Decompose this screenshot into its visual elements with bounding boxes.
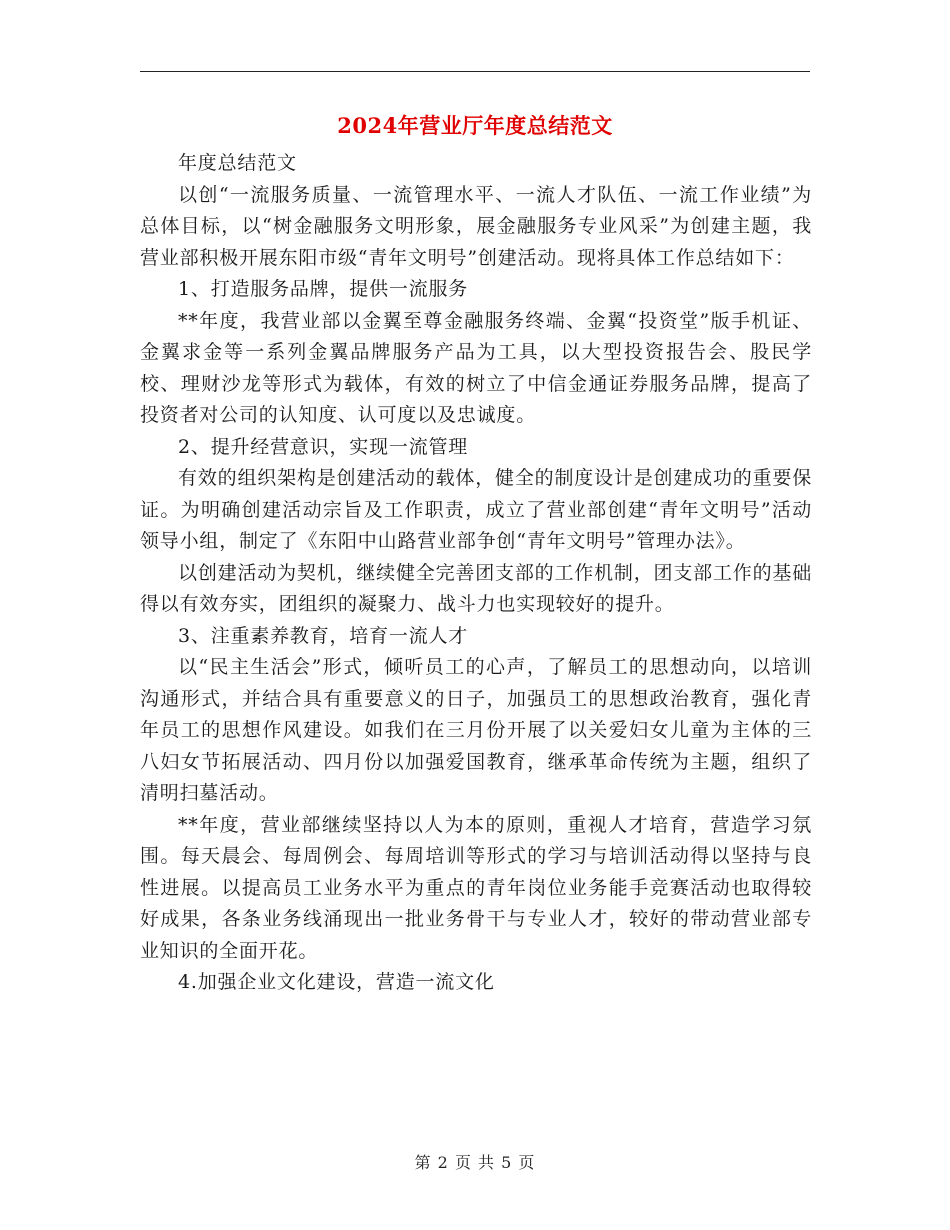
paragraph-league-branch: 以创建活动为契机，继续健全完善团支部的工作机制，团支部工作的基础得以有效夯实，团组织的凝聚力、战斗力也实现较好的提升。	[140, 561, 812, 615]
page-number: 第 2 页 共 5 页	[414, 1153, 536, 1172]
paragraph-heading: 年度总结范文	[178, 152, 297, 174]
document-body	[140, 148, 812, 999]
paragraph-education: 以“民主生活会”形式，倾听员工的心声，了解员工的思想动向，以培训沟通形式，并结合具有重要意义的日子，加强员工的思想政治教育，强化青年员工的思想作风建设。如我们在三月份开展了以关爱妇女儿童为主体的三八妇女节拓展活动、四月份以加强爱国教育，继承革命传统为主题，组织了清明扫墓活动。	[140, 656, 812, 804]
paragraph-service-brand: **年度，我营业部以金翼至尊金融服务终端、金翼“投资堂”版手机证、金翼求金等一系列金翼品牌服务产品为工具，以大型投资报告会、股民学校、理财沙龙等形式为载体，有效的树立了中信金通证券服务品牌，提高了投资者对公司的认知度、认可度以及忠诚度。	[140, 309, 812, 426]
header-rule	[140, 71, 810, 72]
paragraph-talent: **年度，营业部继续坚持以人为本的原则，重视人才培育，营造学习氛围。每天晨会、每周例会、每周培训等形式的学习与培训活动得以坚持与良性进展。以提高员工业务水平为重点的青年岗位业务能手竞赛活动也取得较好成果，各条业务线涌现出一批业务骨干与专业人才，较好的带动营业部专业知识的全面开花。	[140, 813, 812, 962]
section-heading-4: 4.加强企业文化建设，营造一流文化	[178, 971, 495, 993]
section-heading-2: 2、提升经营意识，实现一流管理	[178, 435, 469, 458]
document-title: 2024年营业厅年度总结范文	[337, 113, 613, 138]
paragraph-organization: 有效的组织架构是创建活动的载体，健全的制度设计是创建成功的重要保证。为明确创建活动宗旨及工作职责，成立了营业部创建“青年文明号”活动领导小组，制定了《东阳中山路营业部争创“青年文明号”管理办法》。	[140, 467, 812, 552]
section-heading-3: 3、注重素养教育，培育一流人才	[178, 624, 469, 647]
section-heading-1: 1、打造服务品牌，提供一流服务	[178, 278, 469, 300]
paragraph-intro: 以创“一流服务质量、一流管理水平、一流人才队伍、一流工作业绩”为总体目标，以“树金融服务文明形象，展金融服务专业风采”为创建主题，我营业部积极开展东阳市级“青年文明号”创建活动。现将具体工作总结如下：	[140, 183, 812, 269]
page-footer	[0, 1150, 950, 1173]
